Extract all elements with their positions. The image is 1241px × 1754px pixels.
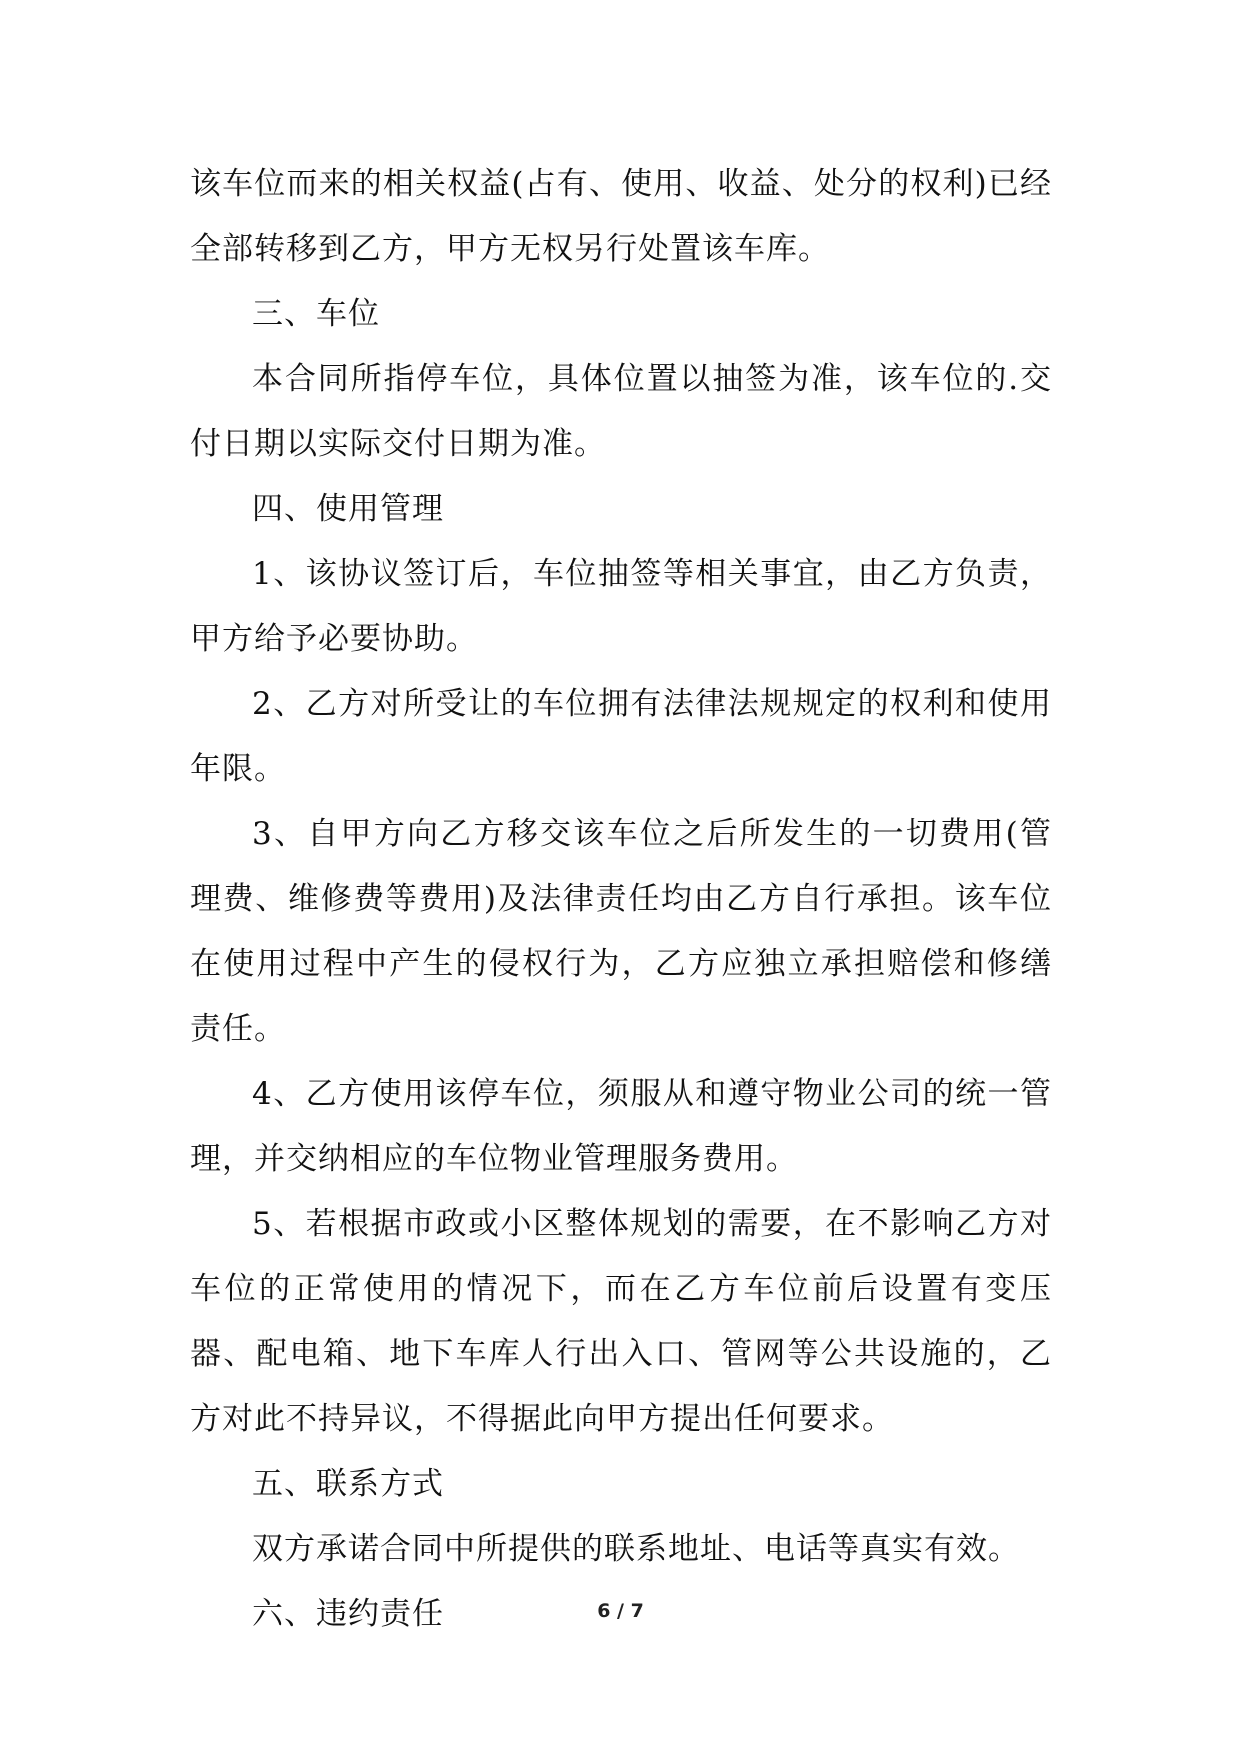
section-heading-usage-management: 四、使用管理 bbox=[252, 491, 444, 527]
section-heading-contact: 五、联系方式 bbox=[252, 1466, 444, 1502]
clause-4: 4、乙方使用该停车位，须服从和遵守物业公司的统一管理，并交纳相应的车位物业管理服务费用。 bbox=[190, 1076, 1052, 1177]
page-number: 6 / 7 bbox=[597, 1600, 644, 1622]
clause-5: 5、若根据市政或小区整体规划的需要，在不影响乙方对车位的正常使用的情况下，而在乙方车位前后设置有变压器、配电箱、地下车库人行出入口、管网等公共设施的，乙方对此不持异议，不得据此向甲方提出任何要求。 bbox=[190, 1206, 1052, 1437]
clause-2: 2、乙方对所受让的车位拥有法律法规规定的权利和使用年限。 bbox=[190, 686, 1052, 787]
section-heading-parking-space: 三、车位 bbox=[252, 296, 380, 332]
clause-3: 3、自甲方向乙方移交该车位之后所发生的一切费用(管理费、维修费等费用)及法律责任均由乙方自行承担。该车位在使用过程中产生的侵权行为，乙方应独立承担赔偿和修缮责任。 bbox=[190, 816, 1052, 1047]
paragraph-contact: 双方承诺合同中所提供的联系地址、电话等真实有效。 bbox=[252, 1531, 1020, 1567]
document-body bbox=[190, 152, 1052, 1647]
paragraph-continuation: 该车位而来的相关权益(占有、使用、收益、处分的权利)已经全部转移到乙方，甲方无权另行处置该车库。 bbox=[190, 166, 1052, 267]
clause-1: 1、该协议签订后，车位抽签等相关事宜，由乙方负责，甲方给予必要协助。 bbox=[190, 556, 1052, 657]
section-heading-liability: 六、违约责任 bbox=[252, 1596, 444, 1632]
paragraph-parking-space: 本合同所指停车位，具体位置以抽签为准，该车位的.交付日期以实际交付日期为准。 bbox=[190, 361, 1052, 462]
